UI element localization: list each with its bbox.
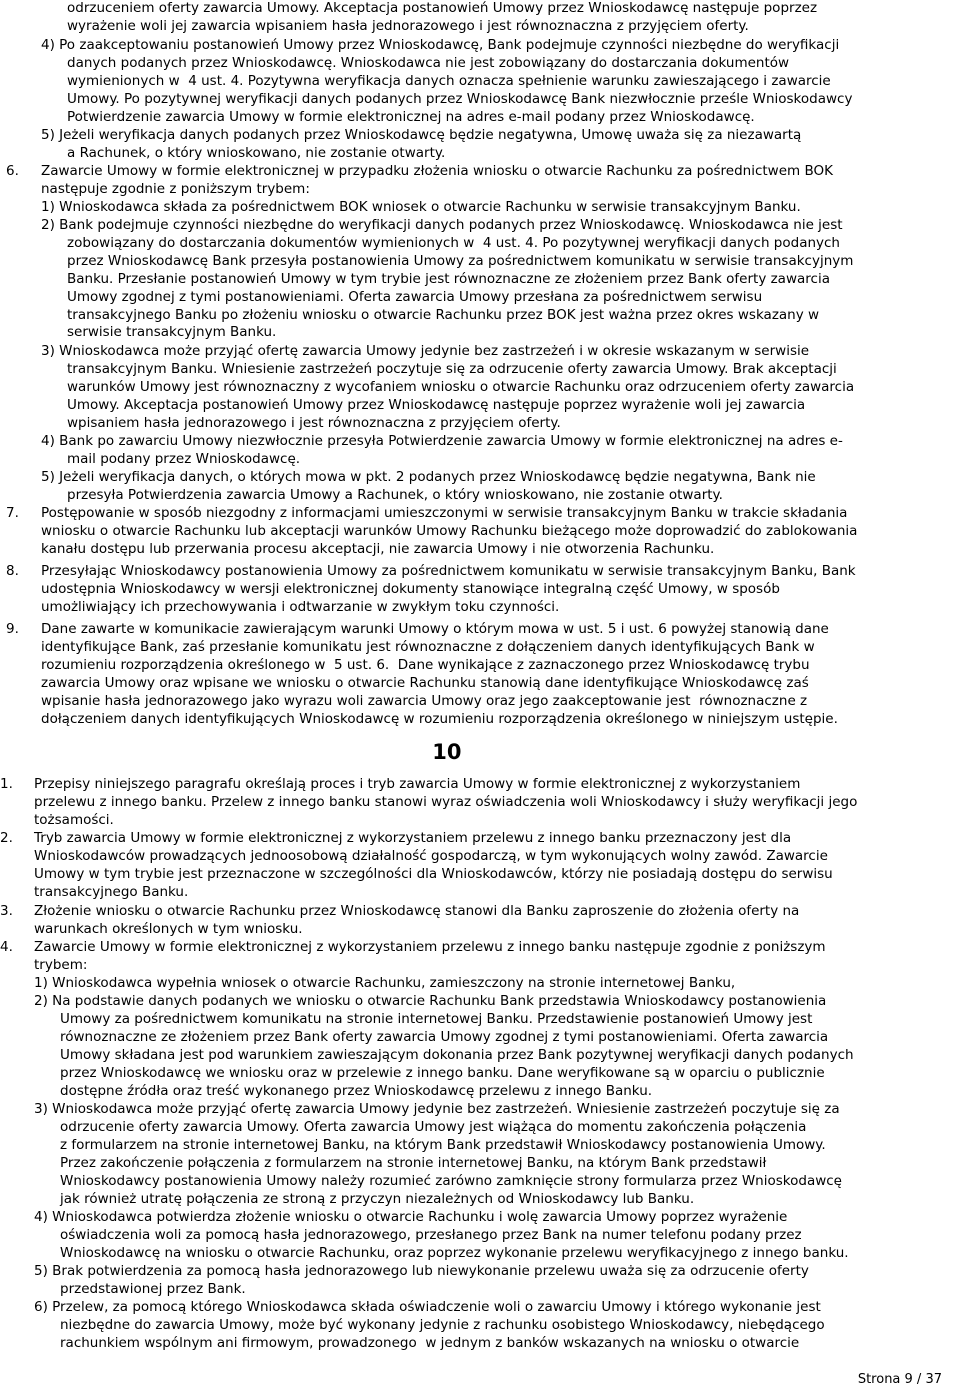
text-line: zawarcia Umowy oraz wpisane we wniosku o otwarcie Rachunku stanowią dane identyfikujące Wnioskodawcę zaś (41, 674, 809, 691)
text-line: następuje zgodnie z poniższym trybem: (41, 180, 310, 197)
text-line: Zawarcie Umowy w formie elektronicznej w przypadku złożenia wniosku o otwarcie Rachunku za pośrednictwem BOK (41, 163, 833, 179)
text-line: udostępnia Wnioskodawcy w wersji elektronicznej dokumenty stanowiące integralną część Umowy, w sposób (41, 580, 780, 597)
text-line: równoznaczne ze złożeniem przez Bank oferty zawarcia Umowy zgodnej z tymi postanowieniami. Oferta zawarcia (60, 1028, 829, 1045)
text-line: z formularzem na stronie internetowej Banku, na którym Bank przedstawił Wnioskodawcy postanowienia Umowy. (60, 1136, 826, 1153)
text-line: niezbędne do zawarcia Umowy, może być wykonany jedynie z rachunku osobistego Wnioskodawcy, niebędącego (60, 1316, 825, 1333)
text-line: dołączeniem danych identyfikujących Wnioskodawcę w rozumieniu rozporządzenia określonego w niniejszym ustępie. (41, 710, 838, 727)
text-line: 3) Wnioskodawca może przyjąć ofertę zawarcia Umowy jedynie bez zastrzeżeń. Wniesienie zastrzeżeń poczytuje się za (34, 1101, 840, 1117)
text-line: Postępowanie w sposób niezgodny z informacjami umieszczonymi w serwisie transakcyjnym Banku w trakcie składania (41, 505, 848, 521)
text-line: serwisie transakcyjnym Banku. (67, 324, 277, 341)
paragraph-number: 4. (0, 939, 13, 955)
paragraph-number: 1. (0, 776, 13, 792)
text-line: wpisanie hasła jednorazowego jako wyrazu woli zawarcia Umowy oraz jego zaakceptowanie jest równoznaczne z (41, 692, 808, 709)
text-line: wymienionych w 4 ust. 4. Pozytywna weryfikacja danych oznacza spełnienie warunku zawieszającego i zawarcie (67, 72, 831, 89)
section-heading: 10 (425, 740, 462, 764)
text-line: odrzucenie oferty zawarcia Umowy. Oferta zawarcia Umowy jest wiążąca do momentu zakończenia połączenia (60, 1118, 807, 1135)
text-line: Wnioskodawców prowadzących jednoosobową działalność gospodarczą, w tym wykonujących wolny zawód. Zawarcie (34, 847, 828, 864)
text-line: Banku. Przesłanie postanowień Umowy w tym trybie jest równoznaczne ze złożeniem przez Bank oferty zawarcia (67, 270, 830, 287)
text-line: mail podany przez Wnioskodawcę. (67, 450, 301, 467)
paragraph-number: 6. (6, 163, 19, 179)
text-line: transakcyjnym Banku. Wniesienie zastrzeżeń poczytuje się za odrzucenie oferty zawarcia Umowy. Brak akceptacji (67, 360, 837, 377)
text-line: tożsamości. (34, 811, 114, 828)
text-line: dostępne źródła oraz treść wykonanego przez Wnioskodawcę przelewu z innego Banku. (60, 1082, 653, 1099)
text-line: 5) Brak potwierdzenia za pomocą hasła jednorazowego lub niewykonanie przelewu uważa się za odrzucenie oferty (34, 1263, 809, 1279)
text-line: 5) Jeżeli weryfikacja danych podanych przez Wnioskodawcę będzie negatywna, Umowę uważa się za niezawartą (41, 127, 802, 143)
text-line: 4) Bank po zawarciu Umowy niezwłocznie przesyła Potwierdzenie zawarcia Umowy w formie elektronicznej na adres e- (41, 433, 843, 449)
text-line: rachunkiem wspólnym ani firmowym, prowadzonego w jednym z banków wskazanych na wniosku o otwarcie (60, 1334, 800, 1351)
text-line: Dane zawarte w komunikacie zawierającym warunki Umowy o którym mowa w ust. 5 i ust. 6 powyżej stanowią dane (41, 621, 829, 637)
text-line: Umowy w tym trybie jest przeznaczone w szczególności dla Wnioskodawców, którzy nie posiadają dostępu do serwisu (34, 865, 833, 882)
text-line: Przez zakończenie połączenia z formularzem na stronie internetowej Banku, na którym Bank przedstawił (60, 1154, 767, 1171)
text-line: Zawarcie Umowy w formie elektronicznej z wykorzystaniem przelewu z innego banku następuje zgodnie z poniższym (34, 939, 826, 955)
text-line: 2) Bank podejmuje czynności niezbędne do weryfikacji danych podanych przez Wnioskodawcę. Wnioskodawca nie jest (41, 217, 843, 233)
text-line: zobowiązany do dostarczania dokumentów wymienionych w 4 ust. 4. Po pozytywnej weryfikacji danych podanych (67, 234, 840, 251)
text-line: transakcyjnego Banku. (34, 883, 189, 900)
text-line: przez Wnioskodawcę we wniosku oraz w przelewie z innego banku. Dane weryfikowane są w oparciu o publicznie (60, 1064, 825, 1081)
text-line: warunkach określonych w tym wniosku. (34, 920, 303, 937)
paragraph-number: 3. (0, 903, 13, 919)
paragraph-number: 8. (6, 563, 19, 579)
text-line: Przepisy niniejszego paragrafu określają proces i tryb zawarcia Umowy w formie elektronicznej z wykorzystaniem (34, 776, 801, 792)
paragraph-number: 7. (6, 505, 19, 521)
text-line: identyfikujące Bank, zaś przesłanie komunikatu jest równoznaczne z dołączeniem danych identyfikujących Bank w (41, 638, 815, 655)
text-line: odrzuceniem oferty zawarcia Umowy. Akceptacja postanowień Umowy przez Wnioskodawcę następuje poprzez (67, 0, 818, 16)
paragraph-number: 9. (6, 621, 19, 637)
text-line: transakcyjnego Banku po złożeniu wniosku o otwarcie Rachunku przez BOK jest ważna przez okres wskazany w (67, 306, 820, 323)
text-line: przedstawionej przez Bank. (60, 1280, 246, 1297)
text-line: umożliwiający ich przechowywania i odtwarzanie w zwykłym toku czynności. (41, 598, 560, 615)
text-line: Potwierdzenie zawarcia Umowy w formie elektronicznej na adres e-mail podany przez Wnioskodawcę. (67, 108, 755, 125)
text-line: Umowy składana jest pod warunkiem zawieszającym dokonania przez Bank pozytywnej weryfikacji danych podanych (60, 1046, 854, 1063)
text-line: Umowy za pośrednictwem komunikatu na stronie internetowej Banku. Przedstawienie postanowień Umowy jest (60, 1010, 813, 1027)
text-line: 2) Na podstawie danych podanych we wniosku o otwarcie Rachunku Bank przedstawia Wnioskodawcy postanowienia (34, 993, 827, 1009)
text-line: Umowy. Po pozytywnej weryfikacji danych podanych przez Wnioskodawcę Bank niezwłocznie prześle Wnioskodawcy (67, 90, 853, 107)
text-line: trybem: (34, 956, 88, 973)
text-line: a Rachunek, o który wnioskowano, nie zostanie otwarty. (67, 144, 446, 161)
text-line: wyrażenie woli jej zawarcia wpisaniem hasła jednorazowego i jest równoznaczna z przyjęciem oferty. (67, 17, 749, 34)
text-line: rozumieniu rozporządzenia określonego w 5 ust. 6. Dane wynikające z zaznaczonego przez Wnioskodawcę trybu (41, 656, 810, 673)
text-line: wniosku o otwarcie Rachunku lub akceptacji warunków Umowy Rachunku bieżącego może doprowadzić do zablokowania (41, 522, 858, 539)
text-line: Wnioskodawcy postanowienia Umowy należy rozumieć zarówno zamknięcie strony formularza przez Wnioskodawcę (60, 1172, 842, 1189)
text-line: przesyła Potwierdzenia zawarcia Umowy a Rachunek, o który wnioskowano, nie zostanie otwarty. (67, 486, 723, 503)
text-line: 3) Wnioskodawca może przyjąć ofertę zawarcia Umowy jedynie bez zastrzeżeń i w okresie wskazanym w serwisie (41, 343, 810, 359)
text-line: 4) Po zaakceptowaniu postanowień Umowy przez Wnioskodawcę, Bank podejmuje czynności niezbędne do weryfikacji (41, 37, 840, 53)
text-line: wpisaniem hasła jednorazowego i jest równoznaczna z przyjęciem oferty. (67, 414, 561, 431)
text-line: 1) Wnioskodawca wypełnia wniosek o otwarcie Rachunku, zamieszczony na stronie internetowej Banku, (34, 975, 736, 991)
text-line: danych podanych przez Wnioskodawcę. Wnioskodawca nie jest zobowiązany do dostarczania dokumentów (67, 54, 790, 71)
text-line: Złożenie wniosku o otwarcie Rachunku przez Wnioskodawcę stanowi dla Banku zaproszenie do złożenia oferty na (34, 903, 800, 919)
text-line: Umowy zgodnej z tymi postanowieniami. Oferta zawarcia Umowy przesłana za pośrednictwem serwisu (67, 288, 763, 305)
text-line: 5) Jeżeli weryfikacja danych, o których mowa w pkt. 2 podanych przez Wnioskodawcę będzie negatywna, Bank nie (41, 469, 816, 485)
text-line: jak również utratę połączenia ze stroną z przyczyn niezależnych od Wnioskodawcy lub Banku. (60, 1190, 695, 1207)
text-line: Tryb zawarcia Umowy w formie elektronicznej z wykorzystaniem przelewu z innego banku przeznaczony jest dla (34, 830, 792, 846)
text-line: 4) Wnioskodawca potwierdza złożenie wniosku o otwarcie Rachunku i wolę zawarcia Umowy poprzez wyrażenie (34, 1209, 788, 1225)
page-footer: Strona 9 / 37 (857, 1372, 942, 1387)
text-line: Przesyłając Wnioskodawcy postanowienia Umowy za pośrednictwem komunikatu w serwisie transakcyjnym Banku, Bank (41, 563, 856, 579)
text-line: kanału dostępu lub przerwania procesu akceptacji, nie zawarcia Umowy i nie otworzenia Rachunku. (41, 540, 715, 557)
text-line: 6) Przelew, za pomocą którego Wnioskodawca składa oświadczenie woli o zawarciu Umowy i którego wykonanie jest (34, 1299, 821, 1315)
text-line: przelewu z innego banku. Przelew z innego banku stanowi wyraz oświadczenia woli Wnioskodawcy i służy weryfikacji jego (34, 793, 858, 810)
text-line: oświadczenia woli za pomocą hasła jednorazowego, przesłanego przez Bank na numer telefonu podany przez (60, 1226, 802, 1243)
paragraph-number: 2. (0, 830, 13, 846)
text-line: Umowy. Akceptacja postanowień Umowy przez Wnioskodawcę następuje poprzez wyrażenie woli jej zawarcia (67, 396, 806, 413)
text-line: warunków Umowy jest równoznaczny z wycofaniem wniosku o otwarcie Rachunku oraz odrzuceniem oferty zawarcia (67, 378, 855, 395)
text-line: 1) Wnioskodawca składa za pośrednictwem BOK wniosek o otwarcie Rachunku w serwisie transakcyjnym Banku. (41, 199, 801, 215)
text-line: Wnioskodawcę na wniosku o otwarcie Rachunku, oraz poprzez wykonanie przelewu weryfikacyjnego z innego banku. (60, 1244, 849, 1261)
text-line: przez Wnioskodawcę Bank przesyła postanowienia Umowy za pośrednictwem komunikatu w serwisie transakcyjnym (67, 252, 854, 269)
